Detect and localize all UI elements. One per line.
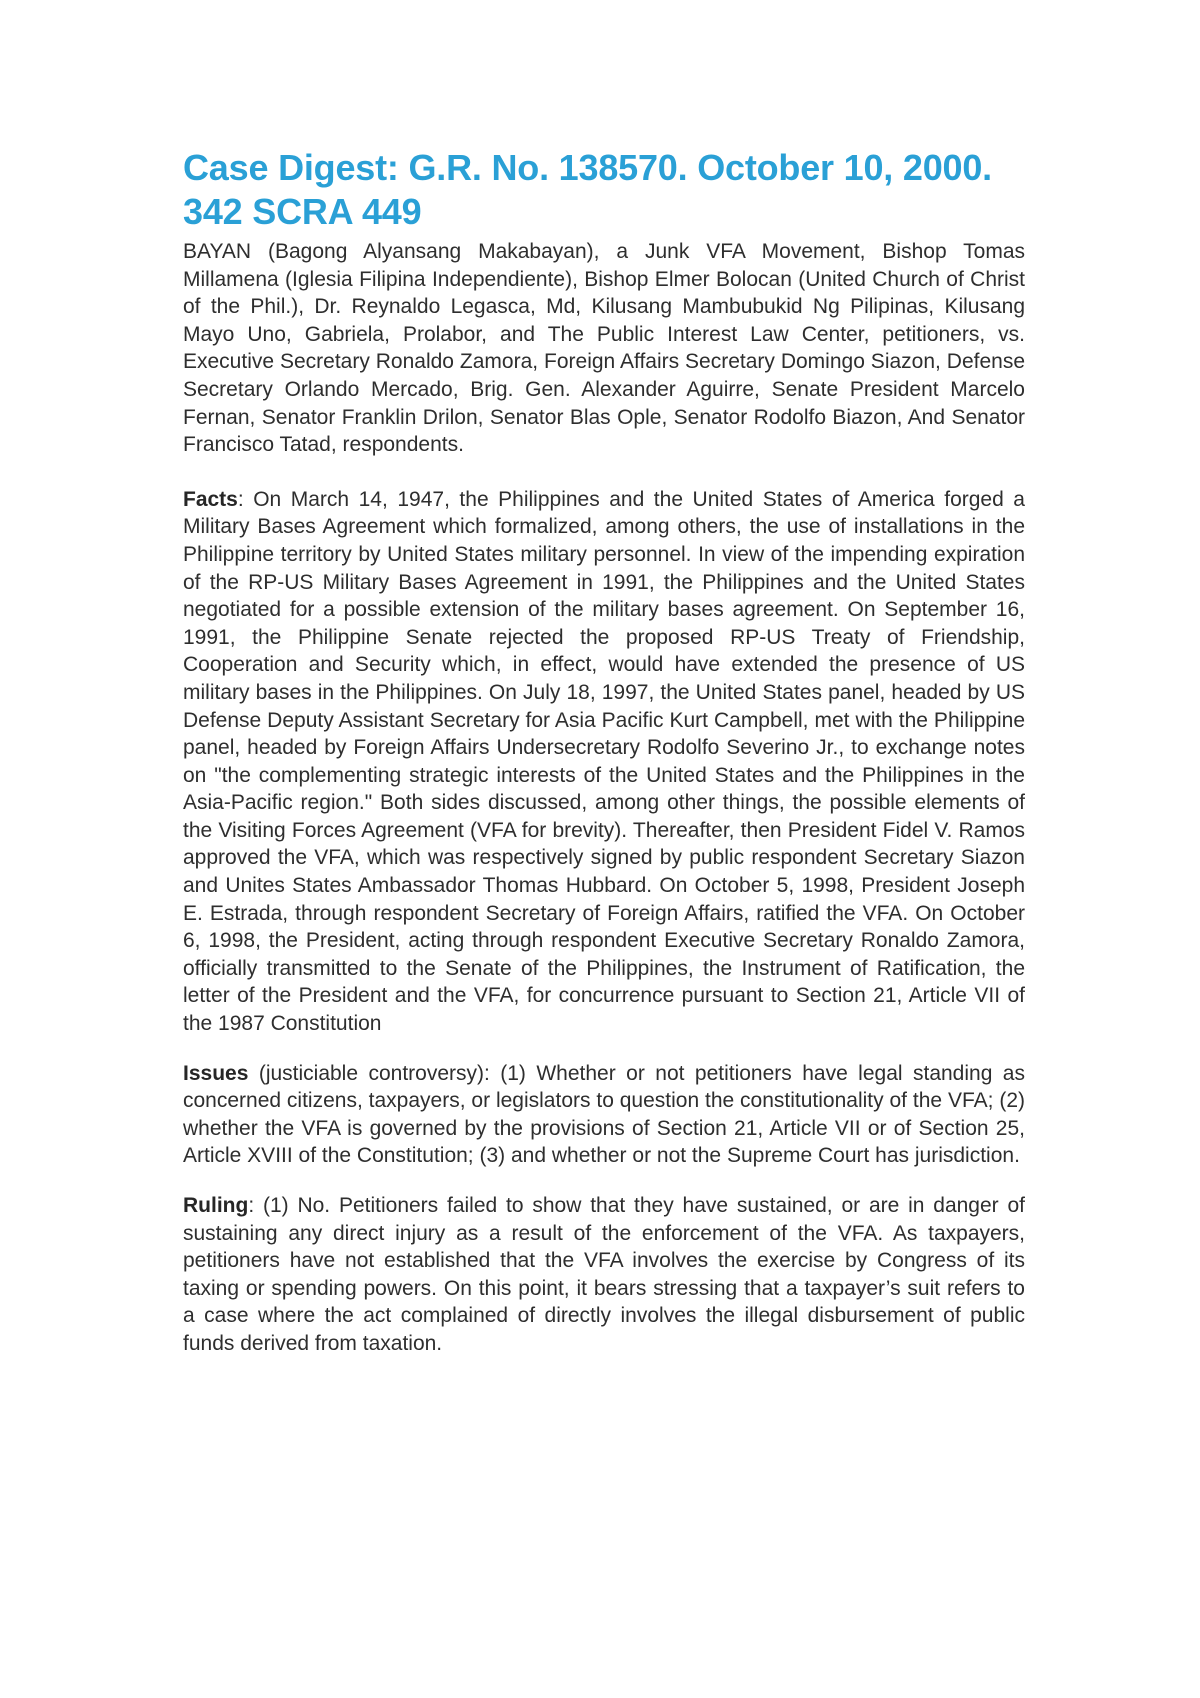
facts-text: : On March 14, 1947, the Philippines and the United States of America forged a Military Bases Agreement which formalized, among others, the use of installations in the Philippine territory by United States military personnel. In view of the impending expiration of the RP-US Military Bases Agreement in 1991, the Philippines and the United States negotiated for a possible extension of the military bases agreement. On September 16, 1991, the Philippine Senate rejected the proposed RP-US Treaty of Friendship, Cooperation and Security which, in effect, would have extended the presence of US military bases in the Philippines. On July 18, 1997, the United States panel, headed by US Defense Deputy Assistant Secretary for Asia Pacific Kurt Campbell, met with the Philippine panel, headed by Foreign Affairs Undersecretary Rodolfo Severino Jr., to exchange notes on "the complementing strategic interests of the United States and the Philippines in the Asia-Pacific region." Both sides discussed, among other things, the possible elements of the Visiting Forces Agreement (VFA for brevity). Thereafter, then President Fidel V. Ramos approved the VFA, which was respectively signed by public respondent Secretary Siazon and Unites States Ambassador Thomas Hubbard. On October 5, 1998, President Joseph E. Estrada, through respondent Secretary of Foreign Affairs, ratified the VFA. On October 6, 1998, the President, acting through respondent Executive Secretary Ronaldo Zamora, officially transmitted to the Senate of the Philippines, the Instrument of Ratification, the letter of the President and the VFA, for concurrence pursuant to Section 21, Article VII of the 1987 Constitution	[183, 487, 1025, 1036]
document-page	[183, 146, 1025, 1358]
case-parties-paragraph: BAYAN (Bagong Alyansang Makabayan), a Junk VFA Movement, Bishop Tomas Millamena (Iglesia Filipina Independiente), Bishop Elmer Bolocan (United Church of Christ of the Phil.), Dr. Reynaldo Legasca, Md, Kilusang Mambubukid Ng Pilipinas, Kilusang Mayo Uno, Gabriela, Prolabor, and The Public Interest Law Center, petitioners, vs. Executive Secretary Ronaldo Zamora, Foreign Affairs Secretary Domingo Siazon, Defense Secretary Orlando Mercado, Brig. Gen. Alexander Aguirre, Senate President Marcelo Fernan, Senator Franklin Drilon, Senator Blas Ople, Senator Rodolfo Biazon, And Senator Francisco Tatad, respondents.	[183, 240, 1025, 457]
ruling-text: : (1) No. Petitioners failed to show that they have sustained, or are in danger of sustaining any direct injury as a result of the enforcement of the VFA. As taxpayers, petitioners have not established that the VFA involves the exercise by Congress of its taxing or spending powers. On this point, it bears stressing that a taxpayer’s suit refers to a case where the act complained of directly involves the illegal disbursement of public funds derived from taxation.	[183, 1194, 1025, 1355]
document-title: Case Digest: G.R. No. 138570. October 10, 2000. 342 SCRA 449	[183, 147, 992, 232]
facts-label: Facts	[183, 487, 238, 511]
issues-paragraph	[183, 1060, 1025, 1170]
ruling-paragraph	[183, 1192, 1025, 1358]
issues-label: Issues	[183, 1061, 249, 1085]
issues-text: (justiciable controversy): (1) Whether or not petitioners have legal standing as concerned citizens, taxpayers, or legislators to question the constitutionality of the VFA; (2) whether the VFA is governed by the provisions of Section 21, Article VII or of Section 25, Article XVIII of the Constitution; (3) and whether or not the Supreme Court has jurisdiction.	[183, 1061, 1025, 1168]
facts-paragraph	[183, 486, 1025, 1038]
ruling-label: Ruling	[183, 1194, 249, 1217]
